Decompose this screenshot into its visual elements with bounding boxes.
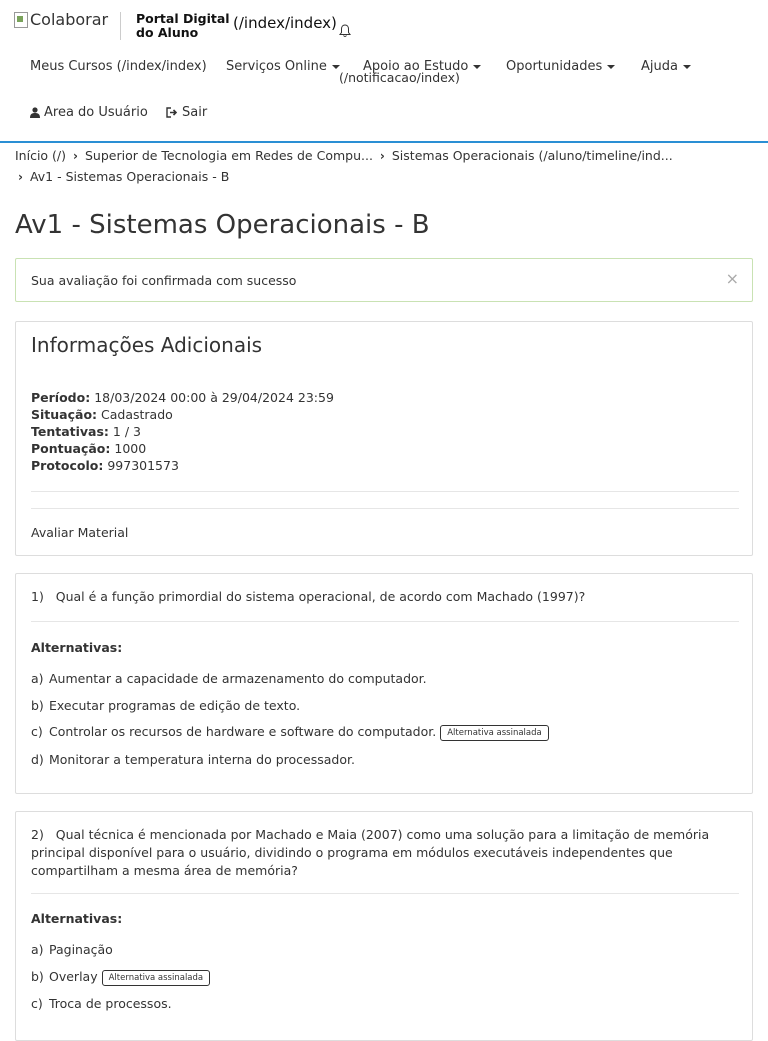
logo[interactable] (14, 10, 108, 29)
selected-badge: Alternativa assinalada (440, 725, 549, 741)
alternative-c: c) Controlar os recursos de hardware e software do computador. Alternativa assinalada (31, 724, 549, 741)
divider (31, 508, 739, 509)
alternative-b: b) Overlay Alternativa assinalada (31, 969, 210, 986)
nav-ajuda[interactable]: Ajuda (641, 59, 691, 74)
selected-badge: Alternativa assinalada (102, 970, 211, 986)
breadcrumb-current: Av1 - Sistemas Operacionais - B (29, 169, 230, 184)
nav-apoio-ao-estudo[interactable]: Apoio ao Estudo (363, 59, 481, 74)
info-pontuacao: Pontuação: 1000 (31, 441, 147, 456)
portal-title-line1: Portal Digital (136, 11, 230, 26)
info-protocolo: Protocolo: 997301573 (31, 458, 179, 473)
nav-logout[interactable]: Sair (166, 105, 207, 120)
alternative-d: d) Monitorar a temperatura interna do processador. (31, 752, 355, 767)
breadcrumb-course[interactable]: Superior de Tecnologia em Redes de Compu... (84, 148, 373, 163)
chevron-right-icon: › (18, 170, 23, 184)
sign-out-icon (166, 107, 178, 118)
header-divider (120, 12, 121, 40)
info-situacao: Situação: Cadastrado (31, 407, 173, 422)
bell-icon[interactable] (339, 24, 351, 38)
question-card (15, 811, 753, 1041)
alternative-b: b) Executar programas de edição de texto. (31, 698, 301, 713)
caret-down-icon (683, 65, 691, 69)
question-card (15, 573, 753, 794)
info-periodo: Período: 18/03/2024 00:00 à 29/04/2024 23:59 (31, 390, 334, 405)
question-text: 2) Qual técnica é mencionada por Machado e Maia (2007) como uma solução para a limitação de memória principal disponível para o usuário, dividindo o programa em módulos executáveis independentes que compartilham a mesma área de memória? (31, 827, 710, 878)
divider (31, 893, 739, 894)
avaliar-material-link[interactable]: Avaliar Material (31, 525, 129, 540)
question-text: 1) Qual é a função primordial do sistema operacional, de acordo com Machado (1997)? (31, 589, 586, 604)
broken-image-icon (14, 12, 28, 28)
alternative-a: a) Aumentar a capacidade de armazenamento do computador. (31, 671, 427, 686)
info-tentativas: Tentativas: 1 / 3 (31, 424, 141, 439)
success-alert (15, 258, 753, 302)
breadcrumb-subject[interactable]: Sistemas Operacionais (/aluno/timeline/ind... (391, 148, 673, 163)
chevron-right-icon: › (73, 149, 78, 163)
nav-oportunidades[interactable]: Oportunidades (506, 59, 615, 74)
divider (31, 621, 739, 622)
top-navbar (0, 0, 768, 143)
nav-meus-cursos[interactable]: Meus Cursos (/index/index) (30, 59, 207, 74)
alternatives-heading: Alternativas: (31, 640, 123, 655)
info-list (31, 389, 334, 474)
info-panel (15, 321, 753, 556)
logo-alt-text: Colaborar (30, 10, 109, 29)
user-icon (30, 107, 40, 118)
divider (31, 491, 739, 492)
alternative-a: a) Paginação (31, 942, 113, 957)
nav-user-area[interactable]: Area do Usuário (30, 105, 148, 120)
info-title: Informações Adicionais (31, 333, 263, 357)
caret-down-icon (473, 65, 481, 69)
caret-down-icon (607, 65, 615, 69)
close-icon[interactable]: × (725, 269, 739, 288)
portal-title-line2: do Aluno (136, 25, 199, 40)
nav-servicos-online[interactable]: Serviços Online (226, 59, 340, 74)
caret-down-icon (332, 65, 340, 69)
portal-title[interactable] (136, 12, 230, 40)
portal-home-link[interactable]: (/index/index) (233, 14, 337, 32)
page-title: Av1 - Sistemas Operacionais - B (15, 210, 430, 240)
alternatives-heading: Alternativas: (31, 911, 123, 926)
alternative-c: c) Troca de processos. (31, 996, 172, 1011)
chevron-right-icon: › (379, 149, 385, 163)
breadcrumb-home[interactable]: Início (/) (15, 148, 67, 163)
user-nav (0, 105, 768, 125)
notification-link[interactable]: (/notificacao/index) (339, 70, 460, 85)
alert-message: Sua avaliação foi confirmada com sucesso (31, 273, 297, 288)
